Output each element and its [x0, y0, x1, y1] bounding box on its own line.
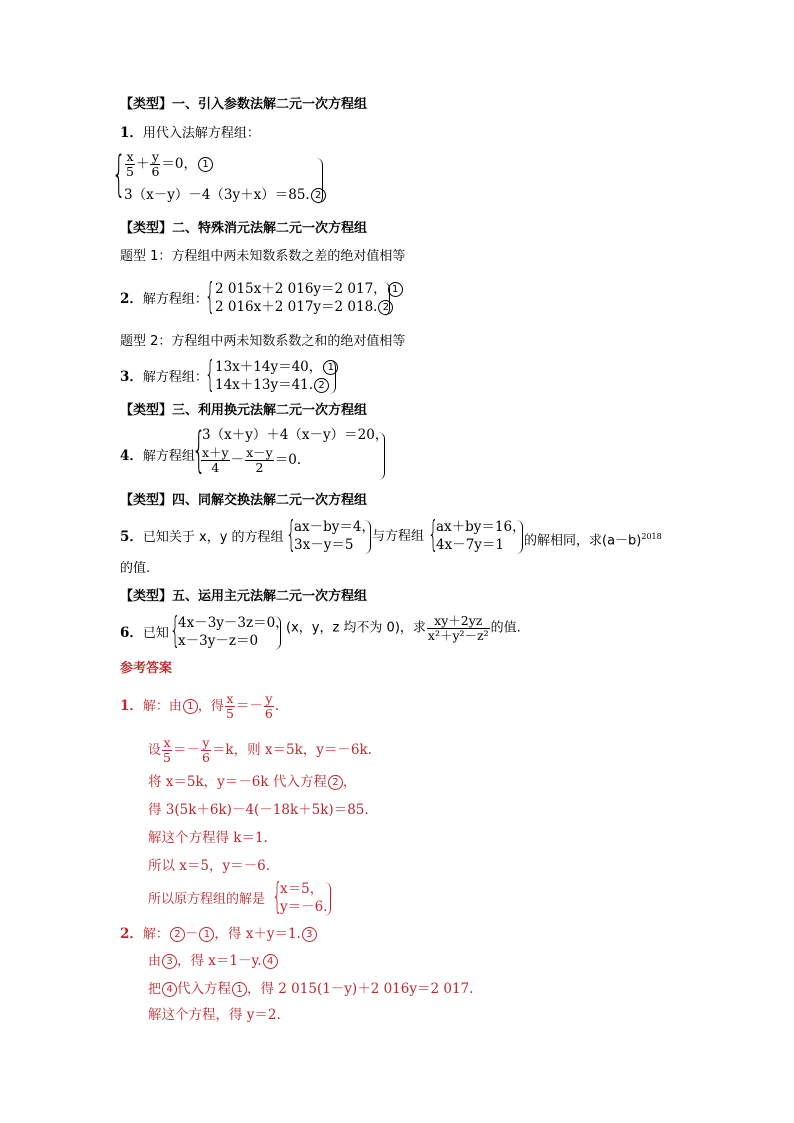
answer-1: 1．解：由 1 ，得 $\frac{x}{5}$ ＝－ $\frac{y}{6}$ . [120, 691, 280, 721]
circled-number: 1 [388, 282, 403, 297]
section-heading-type5: 【类型】五、运用主元法解二元一次方程组 [120, 589, 368, 604]
section-heading-type1: 【类型】一、引入参数法解二元一次方程组 [120, 97, 368, 112]
circled-number: 1 [198, 157, 213, 172]
circled-number: 2 [328, 775, 343, 790]
circled-number: 1 [183, 699, 198, 714]
circled-number: 2 [314, 378, 329, 393]
circled-number: 2 [311, 188, 326, 203]
problem-1: 1．用代入法解方程组： [120, 125, 260, 141]
equation-2-1: 2 015x＋2 016y＝2 017， 1 [215, 280, 403, 298]
equation-1-2: 3（x－y）－4（3y＋x）＝85. 2 [124, 186, 326, 204]
problem-2: 2．解方程组： [120, 291, 208, 307]
equation-1-1: $\frac{x}{5}$ ＋ $\frac{y}{6}$ ＝0， 1 [124, 150, 213, 179]
circled-number: 2 [378, 300, 393, 315]
system-3: { 13x＋14y＝40， 1 14x＋13y＝41. 2 [205, 358, 345, 398]
equation-3-1: 13x＋14y＝40， 1 [215, 358, 338, 376]
system-5a: { ax－by＝4， 3x－y＝5 [286, 514, 376, 555]
section-heading-type4: 【类型】四、同解交换法解二元一次方程组 [120, 493, 368, 508]
answers-heading: 参考答案 [120, 661, 173, 676]
equation-4-1: 3（x＋y）＋4（x－y）＝20， [202, 427, 389, 443]
system-6: { 4x－3y－3z＝0， x－3y－z＝0 [170, 610, 289, 651]
problem-5: 5．已知关于 x，y 的方程组 [120, 529, 284, 545]
subtype-1: 题型 1：方程组中两未知数系数之差的绝对值相等 [120, 249, 406, 264]
system-1: { $\frac{x}{5}$ ＋ $\frac{y}{6}$ ＝0， 1 3（x－y）－4（3y＋x）＝85. 2 [112, 150, 332, 208]
system-4: { 3（x＋y）＋4（x－y）＝20， $\frac{x+y}{4}$ － $\frac{x-y}{2}$ ＝0. [192, 422, 389, 478]
answer-2: 2．解： 2 － 1 ，得 x＋y＝1. 3 [120, 925, 317, 944]
problem-6: 6．已知 [120, 625, 169, 641]
section-heading-type2: 【类型】二、特殊消元法解二元一次方程组 [120, 221, 368, 236]
equation-3-2: 14x＋13y＝41. 2 [215, 376, 329, 394]
problem-4: 4．解方程组 [120, 448, 195, 464]
equation-4-2: $\frac{x+y}{4}$ － $\frac{x-y}{2}$ ＝0. [202, 445, 302, 475]
section-heading-type3: 【类型】三、利用换元法解二元一次方程组 [120, 403, 368, 418]
problem-3: 3．解方程组： [120, 369, 208, 385]
system-5b: { ax＋by＝16， 4x－7y＝1 [428, 514, 526, 555]
system-2: { 2 015x＋2 016y＝2 017， 1 2 016x＋2 017y＝2 018. 2 [205, 280, 395, 320]
subtype-2: 题型 2：方程组中两未知数系数之和的绝对值相等 [120, 334, 406, 349]
solution-system-1: { x＝5， y＝－6. [272, 880, 336, 920]
equation-2-2: 2 016x＋2 017y＝2 018. 2 [215, 298, 393, 316]
circled-number: 1 [323, 360, 338, 375]
